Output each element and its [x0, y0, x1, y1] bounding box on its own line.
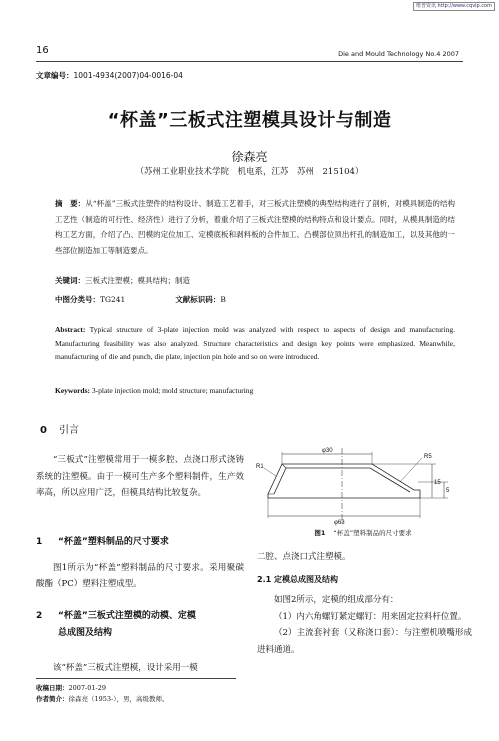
- header-rule: [36, 61, 463, 62]
- page-number: 16: [36, 45, 49, 56]
- intro-paragraph: “三板式”注塑模常用于一模多腔、点浇口形式浇铸系统的注塑模。由于一模可生产多个塑料制件，生产效率高，所以应用广泛，但模具结构比较复杂。: [36, 455, 244, 498]
- dim-top-label: φ30: [322, 448, 333, 454]
- section-heading-1: 1 “杯盖”塑料制品的尺寸要求: [36, 537, 169, 547]
- classification: 中图分类号：TG241 文献标识码：B: [55, 295, 226, 304]
- section-heading-2: 2 “杯盖”三板式注塑模的动模、定模 总成图及结构: [36, 611, 196, 638]
- figure-1-caption: 图1 “杯盖”塑料制品的尺寸要求: [314, 529, 412, 537]
- section-heading-2-1: 2.1 定模总成图及结构: [257, 575, 338, 584]
- figure-1-drawing: [252, 446, 472, 526]
- s21-paragraph: （1）内六角螺钉紧定螺钉：用来固定拉料杆位置。: [274, 611, 467, 622]
- keywords-cn: 关键词：三板式注塑模；模具结构；制造: [55, 276, 190, 285]
- author-affiliation: （苏州工业职业技术学院 机电系，江苏 苏州 215104）: [135, 167, 364, 177]
- keywords-en: Keywords: 3-plate injection mold; mold structure; manufacturing: [55, 386, 254, 395]
- article-number: 文章编号：1001-4934(2007)04-0016-04: [36, 71, 183, 80]
- footnote-author: 作者简介：徐森亮（1953-），男，高级教师。: [36, 695, 169, 703]
- footnote-received: 收稿日期：2007-01-29: [36, 684, 106, 692]
- section-heading-0: 0 引言: [40, 425, 79, 436]
- dim-r1-label: R1: [256, 464, 264, 470]
- paper-title: “杯盖”三板式注塑模具设计与制造: [107, 110, 392, 131]
- footnote-rule: [36, 678, 236, 679]
- abstract-en: Abstract: Typical structure of 3-plate injection mold was analyzed with respect to aspects of design and manufacturing. Manufacturing feasibility was also analyzed. Structure characteristics and design key points were emphasized. Meanwhile, manufacturing of die and punch, die plate, injection pin hole and so on were introduced.: [55, 325, 455, 361]
- section21-paragraphs: [257, 592, 472, 658]
- dim-bottom-label: φ63: [334, 520, 345, 526]
- section2-paragraph: 该“杯盖”三板式注塑模，设计采用一模: [53, 663, 198, 673]
- right-column-continuation: 二腔、点浇口式注塑模。: [257, 552, 351, 562]
- s21-paragraph: 如图2所示，定模的组成部分有：: [274, 595, 399, 605]
- author-name: 徐森亮: [231, 150, 268, 164]
- journal-header: Die and Mould Technology No.4 2007: [338, 50, 459, 58]
- watermark: 维普资讯 http://www.cqvip.com: [413, 2, 495, 11]
- dim-h1-label: 15: [434, 480, 441, 486]
- s21-paragraph: （2）主流套衬套（又称浇口套）：与注塑机喷嘴形成进料通道。: [257, 628, 472, 655]
- abstract-cn: 摘 要：从“杯盖”三板式注塑件的结构设计、制造工艺着手，对三板式注塑模的典型结构进行了剖析，对模具制造的结构工艺性（制造的可行性、经济性）进行了分析，着重介绍了三板式注塑模的结构特点和设计要点。同时，从模具制造的结构工艺方面，介绍了凸、凹模的定位加工、定模底板和剥料板的合件加工、凸模部位顶出杆孔的制造加工，以及其他的一些部位制造加工等制造要点。: [55, 199, 456, 255]
- dim-r5-label: R5: [424, 454, 432, 460]
- dim-h2-label: 5: [446, 488, 450, 494]
- section1-paragraph: 图1所示为“杯盖”塑料制品的尺寸要求。采用聚碳酸酯（PC）塑料注塑成型。: [36, 563, 244, 589]
